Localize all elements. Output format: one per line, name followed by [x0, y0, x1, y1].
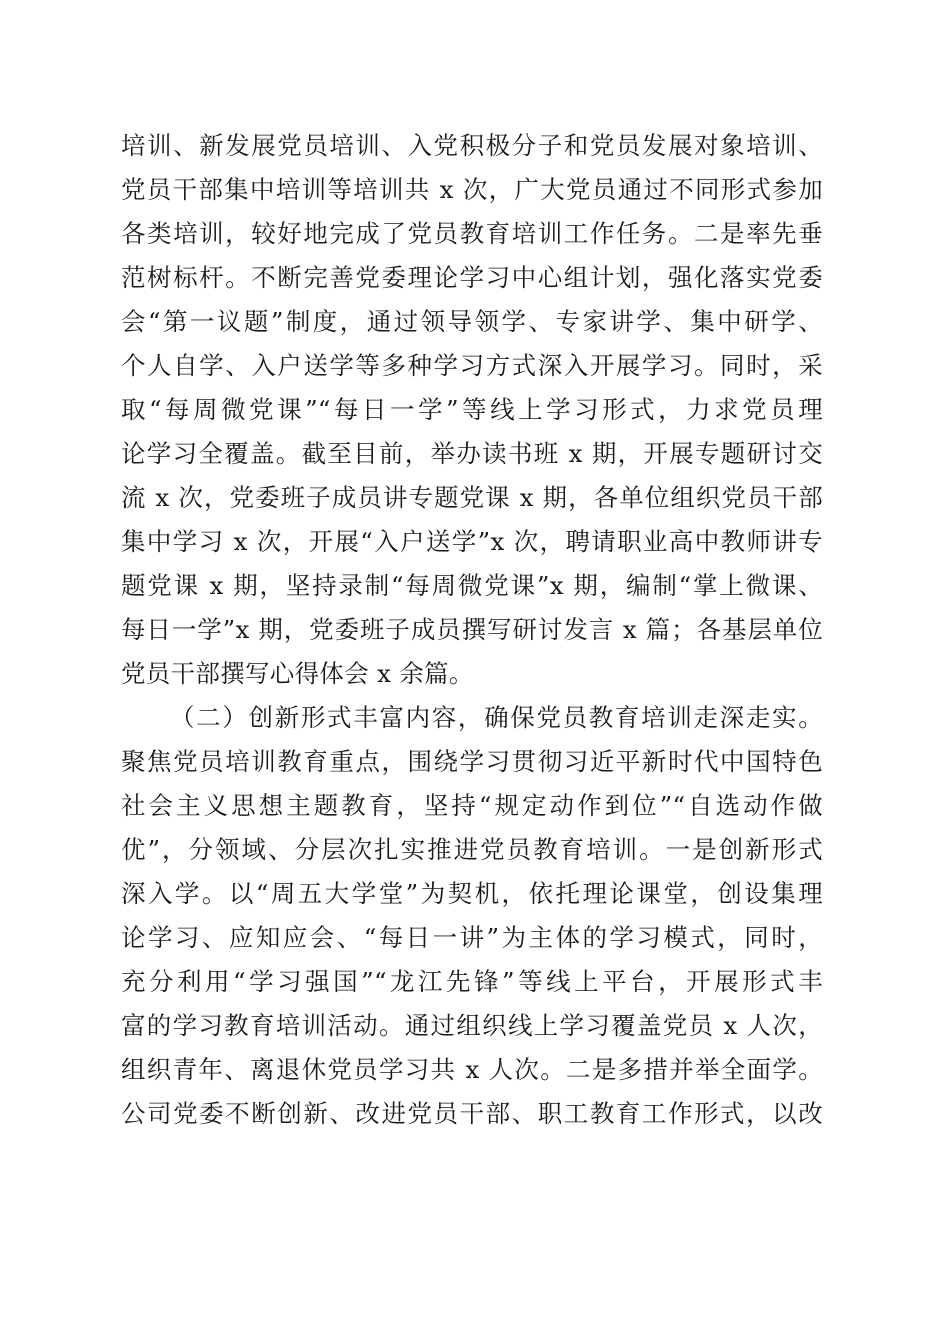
text-line: 深入学。以“周五大学堂”为契机，依托理论课堂，创设集理: [121, 879, 823, 908]
text-line: 党员干部集中培训等培训共 x 次，广大党员通过不同形式参加: [121, 175, 823, 204]
text-line: 论学习、应知应会、“每日一讲”为主体的学习模式，同时，: [121, 923, 823, 952]
text-line: 富的学习教育培训活动。通过组织线上学习覆盖党员 x 人次，: [121, 1011, 823, 1040]
text-line: 党员干部撰写心得体会 x 余篇。: [121, 659, 474, 688]
text-line: 流 x 次，党委班子成员讲专题党课 x 期，各单位组织党员干部: [121, 483, 823, 512]
text-line: 题党课 x 期，坚持录制“每周微党课”x 期，编制“掌上微课、: [121, 571, 823, 600]
text-line: 社会主义思想主题教育，坚持“规定动作到位”“自选动作做: [121, 791, 823, 820]
text-line: 各类培训，较好地完成了党员教育培训工作任务。二是率先垂: [121, 219, 823, 248]
text-line: 公司党委不断创新、改进党员干部、职工教育工作形式，以改: [121, 1099, 823, 1128]
text-line: 取“每周微党课”“每日一学”等线上学习形式，力求党员理: [121, 395, 823, 424]
text-line: 充分利用“学习强国”“龙江先锋”等线上平台，开展形式丰: [121, 967, 823, 996]
text-line: 聚焦党员培训教育重点，围绕学习贯彻习近平新时代中国特色: [121, 747, 823, 776]
text-line: 集中学习 x 次，开展“入户送学”x 次，聘请职业高中教师讲专: [121, 527, 823, 556]
text-line: 培训、新发展党员培训、入党积极分子和党员发展对象培训、: [121, 131, 823, 160]
text-line: 范树标杆。不断完善党委理论学习中心组计划，强化落实党委: [121, 263, 823, 292]
text-line: 会“第一议题”制度，通过领导领学、专家讲学、集中研学、: [121, 307, 823, 336]
text-line: 论学习全覆盖。截至目前，举办读书班 x 期，开展专题研讨交: [121, 439, 823, 468]
text-line: 组织青年、离退休党员学习共 x 人次。二是多措并举全面学。: [121, 1055, 823, 1084]
text-line: 个人自学、入户送学等多种学习方式深入开展学习。同时，采: [121, 351, 823, 380]
text-line: 优”，分领域、分层次扎实推进党员教育培训。一是创新形式: [121, 835, 823, 864]
section-heading: （二）创新形式丰富内容，确保党员教育培训走深走实。: [170, 703, 823, 732]
text-line: 每日一学”x 期，党委班子成员撰写研讨发言 x 篇；各基层单位: [121, 615, 823, 644]
